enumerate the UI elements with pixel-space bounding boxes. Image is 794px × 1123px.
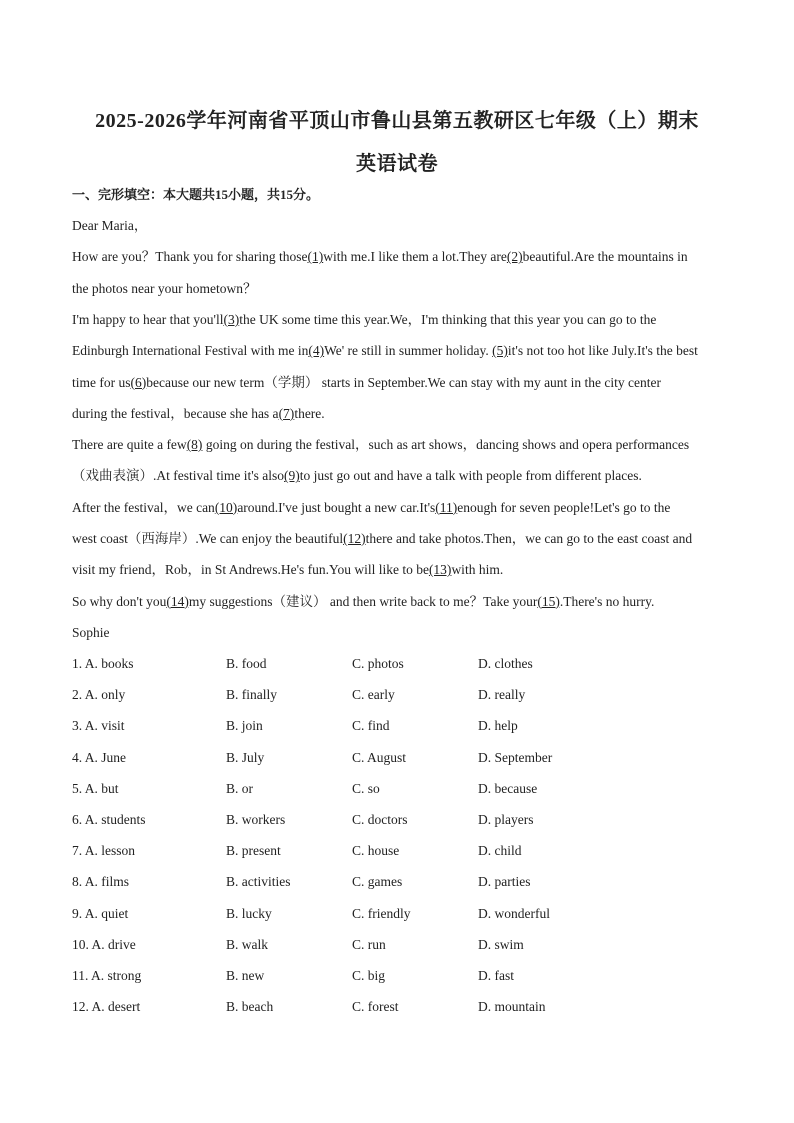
passage-text: I'm happy to hear that you'll	[72, 311, 224, 327]
blank-marker: (13)	[428, 562, 452, 578]
passage-line	[72, 499, 670, 517]
question-6-option-a: 6. A. students	[72, 812, 146, 827]
question-9-option-b: B. lucky	[226, 905, 272, 921]
passage-text: there and take photos.Then，we can go to the east coast and	[365, 531, 693, 546]
passage-text: time for us	[72, 374, 131, 390]
blank-marker: (5)	[492, 343, 508, 359]
question-1-option-c: C. photos	[352, 656, 404, 671]
question-7-option-a: 7. A. lesson	[72, 843, 136, 859]
question-10-option-a: 10. A. drive	[72, 936, 136, 952]
blank-marker: (14)	[166, 593, 189, 609]
question-9-option-c: C. friendly	[352, 905, 411, 921]
passage-text: visit my friend，Rob，in St Andrews.He's fun.You will like to be	[72, 562, 429, 578]
question-8-option-b: B. activities	[226, 874, 291, 890]
question-5-option-c: C. so	[352, 780, 380, 796]
passage-text: .There's no hurry.	[559, 593, 655, 609]
blank-marker: (2)	[506, 249, 523, 265]
question-4-option-b: B. July	[226, 749, 265, 765]
passage-text: Dear Maria，	[72, 218, 148, 233]
blank-marker: (15)	[537, 593, 560, 609]
passage-line	[72, 436, 689, 454]
passage-text: to just go out and have a talk with people from different places.	[299, 468, 642, 484]
passage-text: （戏曲表演）.At festival time it's also	[72, 468, 285, 484]
passage-line	[72, 530, 692, 548]
passage-text: After the festival，we can	[72, 499, 215, 515]
question-5-option-a: 5. A. but	[72, 780, 119, 796]
blank-marker: (4)	[308, 343, 325, 359]
question-2-option-c: C. early	[352, 687, 395, 703]
passage-line	[72, 217, 147, 235]
passage-line	[72, 561, 503, 579]
question-10-option-c: C. run	[352, 936, 386, 952]
question-5-option-b: B. or	[226, 780, 253, 796]
passage-text: the UK some time this year.We，I'm thinking that this year you can go to the	[239, 311, 657, 327]
question-3-option-a: 3. A. visit	[72, 718, 125, 734]
passage-text: going on during the festival，such as art shows，dancing shows and opera performances	[202, 437, 690, 453]
question-2-option-d: D. really	[478, 687, 526, 703]
passage-text: west coast（西海岸）.We can enjoy the beautiful	[72, 531, 344, 546]
blank-marker: (9)	[284, 468, 300, 484]
question-5-option-d: D. because	[478, 780, 538, 796]
question-9-option-a: 9. A. quiet	[72, 905, 129, 921]
passage-line	[72, 248, 688, 266]
blank-marker: (11)	[435, 499, 458, 515]
blank-marker: (10)	[214, 499, 238, 515]
question-3-option-b: B. join	[226, 718, 263, 734]
question-2-option-a: 2. A. only	[72, 687, 126, 703]
blank-marker: (7)	[278, 405, 295, 421]
question-11-option-c: C. big	[352, 968, 386, 983]
question-6-option-d: D. players	[478, 812, 534, 827]
question-4-option-c: C. August	[352, 749, 407, 765]
question-1-option-b: B. food	[226, 656, 267, 671]
blank-marker: (12)	[343, 531, 366, 546]
question-7-option-b: B. present	[226, 843, 281, 859]
passage-line	[72, 467, 642, 485]
passage-line	[72, 342, 698, 360]
question-4-option-a: 4. A. June	[72, 749, 126, 765]
question-4-option-d: D. September	[478, 749, 553, 765]
question-3-option-d: D. help	[478, 718, 518, 734]
passage-text: around.I've just bought a new car.It's	[237, 499, 436, 515]
question-8-option-d: D. parties	[478, 874, 531, 890]
passage-line	[72, 311, 656, 329]
question-7-option-d: D. child	[478, 843, 522, 859]
passage-text: with me.I like them a lot.They are	[323, 249, 507, 265]
passage-text: it's not too hot like July.It's the best	[507, 343, 698, 359]
question-6-option-b: B. workers	[226, 812, 286, 827]
question-8-option-a: 8. A. films	[72, 874, 130, 890]
blank-marker: (1)	[307, 249, 324, 265]
question-8-option-c: C. games	[352, 874, 403, 890]
passage-line	[72, 593, 654, 611]
passage-text: Edinburgh International Festival with me in	[72, 343, 309, 359]
passage-text: during the festival，because she has a	[72, 405, 279, 421]
blank-marker: (3)	[223, 311, 240, 327]
passage-text: the photos near your hometown？	[72, 280, 257, 296]
question-10-option-d: D. swim	[478, 936, 524, 952]
passage-text: beautiful.Are the mountains in	[522, 249, 688, 265]
page-subtitle: 英语试卷	[356, 153, 438, 175]
question-11-option-b: B. new	[226, 968, 265, 983]
question-12-option-b: B. beach	[226, 999, 274, 1015]
passage-text: There are quite a few	[72, 437, 187, 453]
passage-line	[72, 374, 661, 392]
question-11-option-a: 11. A. strong	[72, 968, 142, 983]
section-heading: 一、完形填空：本大题共15小题，共15分。	[72, 187, 320, 202]
page-title: 2025-2026学年河南省平顶山市鲁山县第五教研区七年级（上）期末	[95, 110, 699, 132]
passage-text: How are you？Thank you for sharing those	[72, 249, 308, 265]
blank-marker: (6)	[130, 374, 147, 390]
question-2-option-b: B. finally	[226, 687, 277, 703]
passage-text: because our new term（学期） starts in September.We can stay with my aunt in the city center	[146, 374, 662, 390]
question-3-option-c: C. find	[352, 718, 390, 734]
passage-text: my suggestions（建议） and then write back to me？Take your	[188, 593, 538, 609]
question-10-option-b: B. walk	[226, 936, 268, 952]
passage-text: there.	[294, 405, 325, 421]
question-12-option-c: C. forest	[352, 999, 399, 1015]
passage-line	[72, 405, 325, 423]
passage-text: We' re still in summer holiday.	[324, 343, 493, 359]
question-1-option-d: D. clothes	[478, 656, 533, 671]
passage-text: enough for seven people!Let's go to the	[457, 499, 671, 515]
question-6-option-c: C. doctors	[352, 812, 408, 827]
passage-text: with him.	[451, 562, 504, 578]
passage-line	[72, 624, 110, 642]
passage-line	[72, 280, 256, 298]
question-11-option-d: D. fast	[478, 968, 514, 983]
passage-text: Sophie	[72, 624, 110, 640]
question-7-option-c: C. house	[352, 843, 400, 859]
question-1-option-a: 1. A. books	[72, 656, 134, 671]
question-12-option-d: D. mountain	[478, 999, 546, 1015]
question-12-option-a: 12. A. desert	[72, 999, 141, 1015]
blank-marker: (8)	[186, 437, 203, 453]
question-9-option-d: D. wonderful	[478, 905, 550, 921]
passage-text: So why don't you	[72, 593, 167, 609]
